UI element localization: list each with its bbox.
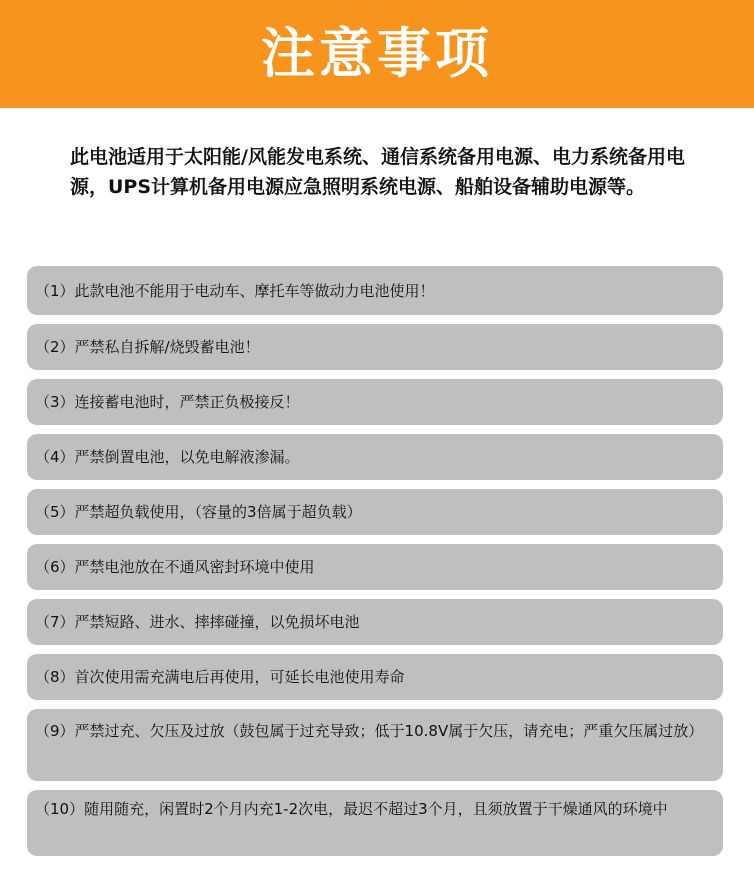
notice-text: 严禁电池放在不通风密封环境中使用 [74,558,315,576]
notice-number: （10） [35,800,85,818]
notice-item-3 [27,379,723,425]
notice-text: 严禁短路、进水、摔摔碰撞，以免损坏电池 [74,613,360,631]
notice-item-5 [27,489,723,535]
notice-item-2 [27,324,723,370]
notice-text: 严禁私自拆解/烧毁蓄电池！ [74,338,260,356]
page-title: 注意事项 [261,22,493,85]
notice-text: 严禁倒置电池，以免电解液渗漏。 [74,448,300,466]
notice-number: （8） [35,668,75,686]
notice-number: （9） [35,722,75,740]
notice-text: 首次使用需充满电后再使用，可延长电池使用寿命 [74,668,405,686]
notice-item-1 [27,266,723,315]
notice-number: （7） [35,613,75,631]
notice-list [27,266,723,856]
header-banner [0,0,754,108]
notice-text: 此款电池不能用于电动车、摩托车等做动力电池使用！ [74,281,435,300]
notice-number: （1） [35,281,75,300]
notice-item-4 [27,434,723,480]
notice-text: 严禁过充、欠压及过放（鼓包属于过充导致；低于10.8V属于欠压，请充电；严重欠压属过放） [74,722,704,740]
notice-number: （4） [35,448,75,466]
notice-item-6 [27,544,723,590]
notice-number: （2） [35,338,75,356]
notice-item-8 [27,654,723,700]
intro-paragraph: 此电池适用于太阳能/风能发电系统、通信系统备用电源、电力系统备用电源，UPS计算机备用电源应急照明系统电源、船舶设备辅助电源等。 [70,146,685,198]
notice-text: 严禁超负载使用，（容量的3倍属于超负载） [74,503,362,521]
notice-text: 随用随充，闲置时2个月内充1-2次电，最迟不超过3个月，且须放置于干燥通风的环境中 [84,800,668,818]
notice-number: （3） [35,393,75,411]
notice-number: （5） [35,503,75,521]
notice-item-7 [27,599,723,645]
notice-item-9 [27,709,723,781]
notice-text: 连接蓄电池时，严禁正负极接反！ [74,393,300,411]
notice-item-10 [27,790,723,856]
notice-number: （6） [35,558,75,576]
